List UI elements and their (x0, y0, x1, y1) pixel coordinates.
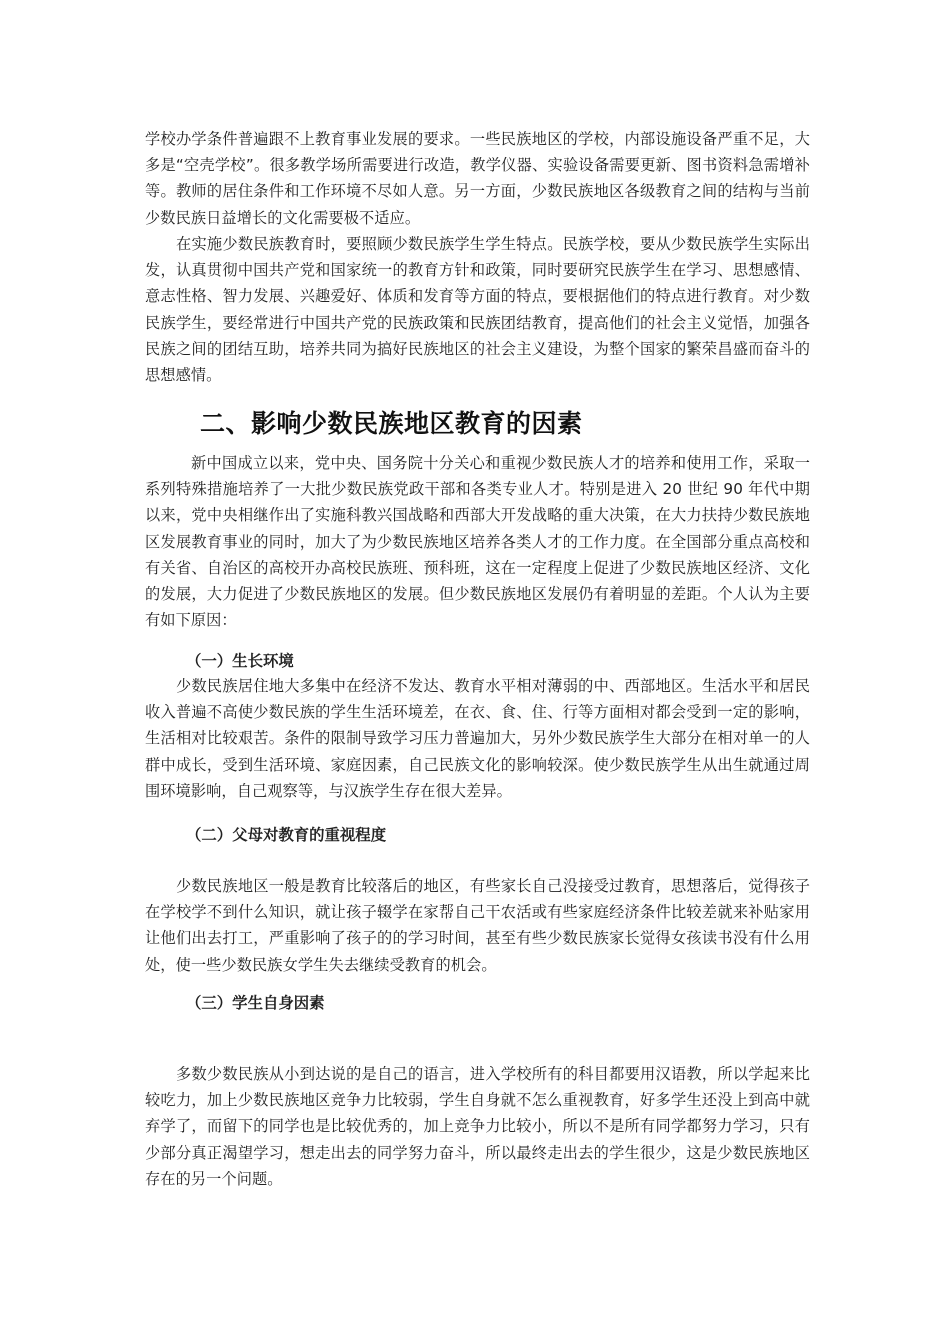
subheading-student-factors: （三）学生自身因素 (186, 994, 325, 1012)
paragraph-student-factors: 多数少数民族从小到达说的是自己的语言，进入学校所有的科目都要用汉语教，所以学起来比较吃力，加上少数民族地区竞争力比较弱，学生自身就不怎么重视教育，好多学生还没上到高中就弃学了，而留下的同学也是比较优秀的，加上竞争力比较小，所以不是所有同学都努力学习，只有少部分真正渴望学习，想走出去的同学努力奋斗，所以最终走出去的学生很少，这是少数民族地区存在的另一个问题。 (145, 1065, 810, 1188)
paragraph-student-characteristics: 在实施少数民族教育时，要照顾少数民族学生学生特点。民族学校，要从少数民族学生实际出发，认真贯彻中国共产党和国家统一的教育方针和政策，同时要研究民族学生在学习、思想感情、意志性格、智力发展、兴趣爱好、体质和发育等方面的特点，要根据他们的特点进行教育。对少数民族学生，要经常进行中国共产党的民族政策和民族团结教育，提高他们的社会主义觉悟，加强各民族之间的团结互助，培养共同为搞好民族地区的社会主义建设，为整个国家的繁荣昌盛而奋斗的思想感情。 (145, 235, 810, 385)
paragraph-parents-attitude: 少数民族地区一般是教育比较落后的地区，有些家长自己没接受过教育，思想落后，觉得孩子在学校学不到什么知识，就让孩子辍学在家帮自己干农活或有些家庭经济条件比较差就来补贴家用让他们出去打工，严重影响了孩子的的学习时间，甚至有些少数民族家长觉得女孩读书没有什么用处，使一些少数民族女学生失去继续受教育的机会。 (145, 877, 810, 974)
paragraph-talent-training: 新中国成立以来，党中央、国务院十分关心和重视少数民族人才的培养和使用工作，采取一系列特殊措施培养了一大批少数民族党政干部和各类专业人才。特别是进入 20 世纪 90 年代中期以来，党中央相继作出了实施科教兴国战略和西部大开发战略的重大决策，在大力扶持少数民族地区发展教育事业的同时，加大了为少数民族地区培养各类人才的工作力度。在全国部分重点高校和有关省、自治区的高校开办高校民族班、预科班，这在一定程度上促进了少数民族地区经济、文化的发展，大力促进了少数民族地区的发展。但少数民族地区发展仍有着明显的差距。个人认为主要有如下原因： (145, 454, 810, 630)
subheading-parents-attitude: （二）父母对教育的重视程度 (186, 826, 387, 844)
paragraph-living-environment: 少数民族居住地大多集中在经济不发达、教育水平相对薄弱的中、西部地区。生活水平和居民收入普遍不高使少数民族的学生生活环境差，在衣、食、住、行等方面相对都会受到一定的影响，生活相对比较艰苦。条件的限制导致学习压力普遍加大，另外少数民族学生大部分在相对单一的人群中成长，受到生活环境、家庭因素，自己民族文化的影响较深。使少数民族学生从出生就通过周围环境影响，自己观察等，与汉族学生存在很大差异。 (145, 677, 810, 800)
section-heading-factors: 二、影响少数民族地区教育的因素 (200, 409, 583, 438)
paragraph-school-conditions: 学校办学条件普遍跟不上教育事业发展的要求。一些民族地区的学校，内部设施设备严重不足，大多是“空壳学校”。很多教学场所需要进行改造，教学仪器、实验设备需要更新、图书资料急需增补等。教师的居住条件和工作环境不尽如人意。另一方面，少数民族地区各级教育之间的结构与当前少数民族日益增长的文化需要极不适应。 (145, 130, 810, 227)
subheading-living-environment: （一）生长环境 (186, 652, 294, 670)
